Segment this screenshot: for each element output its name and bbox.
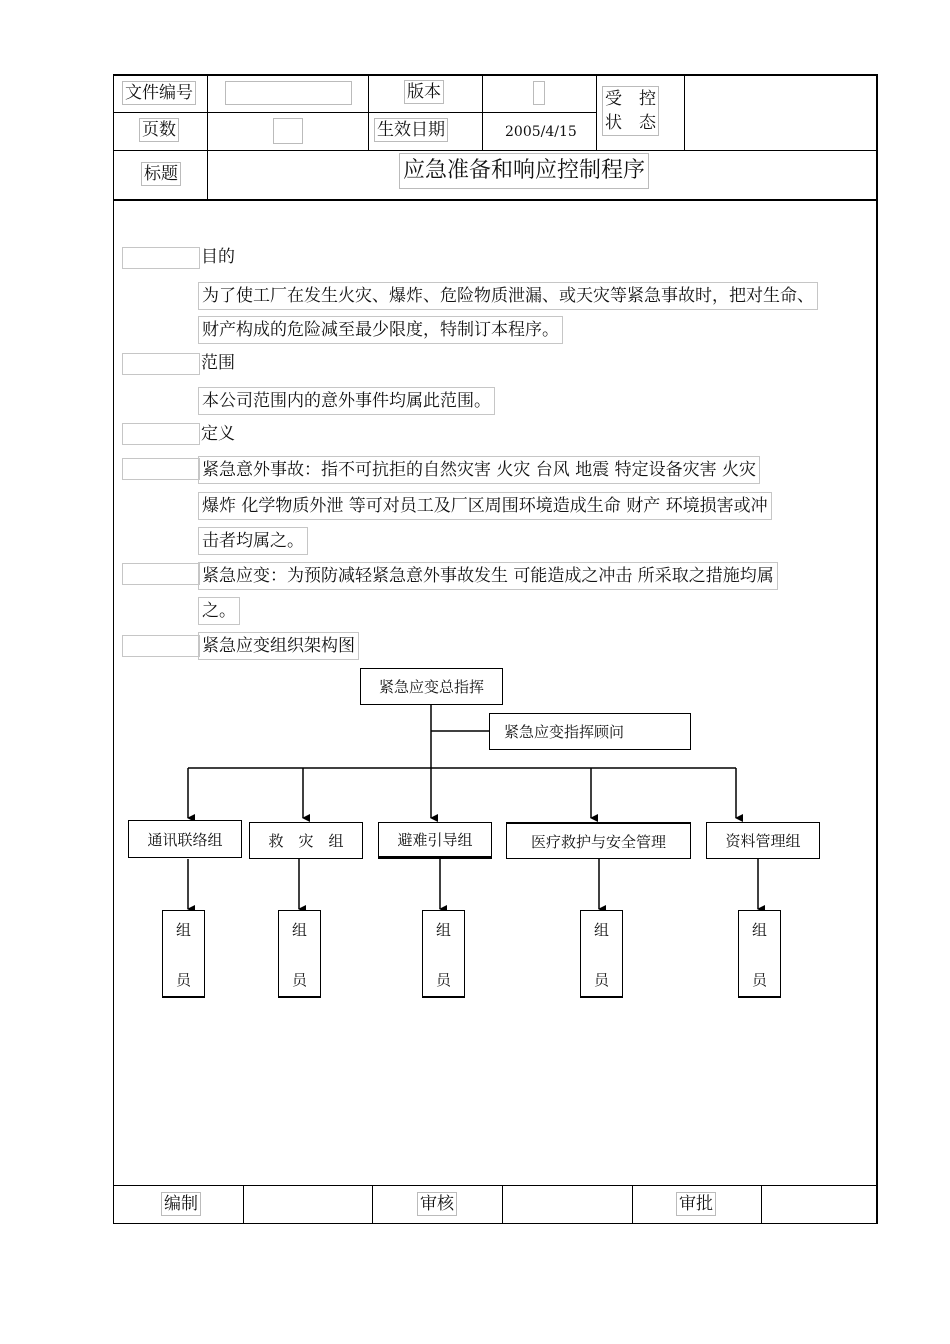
- group-label-records: 资料管理组: [725, 832, 801, 850]
- group-box-rescue: [249, 822, 363, 859]
- version-label: 版本: [404, 80, 444, 104]
- member-char-1: 组: [291, 921, 307, 939]
- control-status-line1: 受 控: [605, 89, 656, 109]
- advisor-label: 紧急应变指挥顾问: [504, 723, 625, 741]
- scope-text: 本公司范围内的意外事件均属此范围。: [198, 387, 495, 415]
- group-label-medical: 医疗救护与安全管理: [530, 832, 666, 851]
- member-char-1: 组: [751, 921, 767, 939]
- purpose-line-2: 财产构成的危险减至最少限度，特制订本程序。: [198, 316, 563, 344]
- member-char-2: 员: [175, 971, 191, 989]
- advisor-box: [489, 713, 691, 750]
- group-label-evacuation: 避难引导组: [397, 831, 473, 849]
- member-char-1: 组: [175, 921, 191, 939]
- member-char-2: 员: [291, 971, 307, 989]
- approved-label: 审批: [676, 1192, 716, 1216]
- control-status-line2: 状 态: [605, 113, 656, 133]
- definition-2-line-2: 之。: [198, 597, 240, 625]
- group-box-medical: [506, 822, 691, 859]
- definition-1-line-2: 爆炸 化学物质外泄 等可对员工及厂区周围环境造成生命 财产 环境损害或冲: [198, 492, 772, 520]
- purpose-line-1: 为了使工厂在发生火灾、爆炸、危险物质泄漏、或天灾等紧急事故时，把对生命、: [198, 282, 818, 310]
- member-char-2: 员: [751, 971, 767, 989]
- purpose-heading: 目的: [201, 247, 235, 267]
- reviewed-label: 审核: [417, 1192, 457, 1216]
- member-box-rescue: [278, 910, 321, 998]
- title-label: 标题: [141, 162, 181, 186]
- commander-label: 紧急应变总指挥: [378, 678, 484, 696]
- group-box-evacuation: [378, 822, 492, 859]
- member-box-records: [738, 910, 781, 998]
- org-chart-heading: 紧急应变组织架构图: [198, 632, 359, 660]
- member-char-2: 员: [435, 971, 451, 989]
- group-label-communication: 通讯联络组: [147, 830, 223, 849]
- member-char-1: 组: [435, 921, 451, 939]
- document-title: 应急准备和响应控制程序: [399, 153, 649, 189]
- effective-date-label: 生效日期: [374, 118, 448, 142]
- member-char-2: 员: [593, 971, 609, 989]
- definition-2-line-1: 紧急应变：为预防减轻紧急意外事故发生 可能造成之冲击 所采取之措施均属: [198, 562, 778, 590]
- member-box-medical: [580, 910, 623, 998]
- member-box-communication: [162, 910, 205, 998]
- member-char-1: 组: [593, 921, 609, 939]
- group-box-communication: [128, 820, 242, 858]
- group-label-rescue: 救 灾 组: [268, 832, 344, 850]
- effective-date-value: 2005/4/15: [505, 124, 577, 140]
- member-box-evacuation: [422, 910, 465, 998]
- scope-heading: 范围: [201, 353, 235, 373]
- doc-no-label: 文件编号: [122, 81, 196, 105]
- pages-label: 页数: [139, 118, 179, 142]
- commander-box: [360, 668, 503, 705]
- group-box-records: [706, 822, 820, 859]
- definition-heading: 定义: [201, 424, 235, 444]
- prepared-label: 编制: [161, 1192, 201, 1216]
- definition-1-line-1: 紧急意外事故：指不可抗拒的自然灾害 火灾 台风 地震 特定设备灾害 火灾: [198, 456, 760, 484]
- definition-1-line-3: 击者均属之。: [198, 527, 308, 555]
